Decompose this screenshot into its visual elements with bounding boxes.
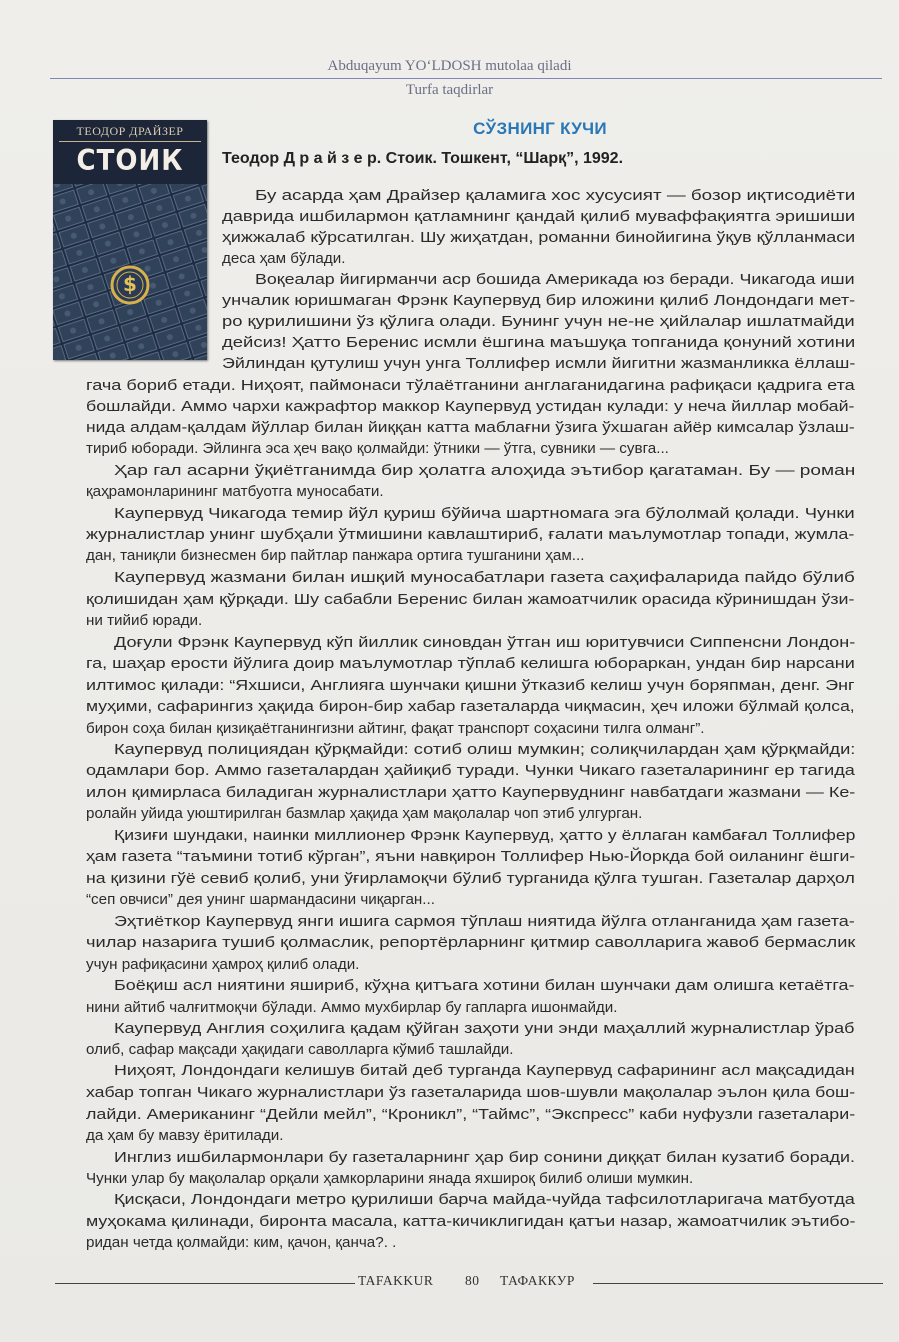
text-line: Қизиғи шундаки, наинки миллионер Фрэнк Каупервуд, ҳатто у ёллаган камбағал Толлифер — [114, 827, 856, 844]
text-line: Каупервуд Англия соҳилига қадам қўйган заҳоти уни энди маҳаллий журналистлар ўраб — [114, 1020, 855, 1037]
footer-journal-cyrillic: ТАФАККУР — [500, 1273, 575, 1288]
text-line: қаҳрамонларининг матбуотга муносабати. — [86, 483, 384, 500]
text-line: дан, таниқли бизнесмен бир пайтлар панжара ортига тушганини ҳам... — [86, 547, 585, 564]
text-line: бошлайди. Аммо чархи кажрафтор маккор Каупервуд устидан кулади: у неча йиллар мобай- — [86, 398, 855, 415]
page-number: 80 — [465, 1273, 480, 1288]
text-line: Каупервуд Чикагода темир йўл қуриш бўйича шартномага эга бўлолмай қолади. Чунки — [114, 505, 855, 522]
cover-dollar-icon: $ — [123, 272, 137, 296]
bibliographic-reference: Теодор Д р а й з е р. Стоик. Тошкент, “Шарқ”, 1992. — [222, 150, 624, 167]
cover-author: ТЕОДОР ДРАЙЗЕР — [76, 124, 184, 138]
text-line: Боёқиш асл ниятини яшириб, кўҳна қитъага хотини билан шунчаки дам олишга кетаётга- — [114, 977, 855, 994]
text-line: ридан четда қолмайди: ким, қачон, қанча?. . — [86, 1234, 397, 1251]
text-line: даврида ишбилармон қатламнинг қандай қилиб муваффақиятга эришиши — [222, 208, 856, 225]
text-line: деса ҳам бўлади. — [222, 250, 346, 267]
text-line: илон қимирласа биладиган журналистлари ҳатто Каупервуднинг навбатдаги жазмани — Ке- — [86, 784, 856, 801]
text-line: илтимос қилади: “Яхшиси, Англияга шунчаки қишни ўтказиб келиш учун боряпман, денг. Энг — [86, 677, 855, 694]
running-header-section: Turfa taqdirlar — [405, 82, 494, 98]
text-line: Ҳар гал асарни ўқиётганимда бир ҳолатга алоҳида эътибор қarатаман. Бу — роман — [114, 462, 856, 479]
text-line: Доғули Фрэнк Каупервуд кўп йиллик синовдан ўтган иш юритувчиси Сиппенсни Лондон- — [114, 634, 856, 651]
text-line: чилар назарига тушиб қолмаслик, репортёрларнинг қитмир саволларига жавоб бермаслик — [86, 934, 856, 951]
text-line: Эйлиндан қутулиш учун унга Толлифер исмли йигитни жазманликка ёллаш- — [222, 355, 856, 372]
text-line: унчалик юришмаган Фрэнк Каупервуд бир иложини қилиб Лондондаги мет- — [222, 292, 856, 309]
article-title: СЎЗНИНГ КУЧИ — [473, 119, 607, 138]
text-line: Воқеалар йигирманчи аср бошида Америкада юз беради. Чикагода иши — [255, 271, 855, 288]
text-line: тириб юборади. Эйлинга эса ҳеч вақо қолмайди: ўтники — ўтга, сувники — сувга... — [86, 440, 669, 457]
text-line: Қисқаси, Лондондаги метро қурилиши барча майда-чуйда тафсилотларигача матбуотда — [114, 1191, 855, 1208]
text-line: қолишидан ҳам қўрқади. Шу сабабли Беренис билан жамоатчилик орасида кўринишдан ўзи- — [86, 591, 855, 608]
footer-rule-left — [55, 1283, 355, 1284]
text-line: гача бориб етади. Ниҳоят, паймонаси тўлаётганини англаганидагина рафиқаси қадрига ета — [86, 377, 855, 394]
text-line: дейсиз! Ҳатто Беренис исмли ёшгина маъшуқа топганида қонуний хотини — [222, 334, 856, 351]
text-line: да ҳам бу мавзу ёритилади. — [86, 1127, 284, 1144]
text-line: на қизини гўё севиб қолиб, уни ўғирламоқчи бўлиб турганида қўлга тушган. Газеталар дарҳол — [86, 870, 855, 887]
text-line: ҳижжалаб кўрсатилган. Шу жиҳатдан, романни бинойигина ўқув қўлланмаси — [222, 229, 856, 246]
text-line: ро қурилишини ўз қўлига олади. Бунинг учун не-не ҳийлалар ишлатмайди — [222, 313, 855, 330]
text-line: Каупервуд жазмани билан ишқий муносабатлари газета саҳифаларида пайдо бўлиб — [114, 569, 855, 586]
running-header-author: Abduqayum YO‘LDOSH mutolaa qiladi — [327, 58, 572, 74]
text-line: Каупервуд полициядан қўрқмайди: сотиб олиш мумкин; солиқчилардан ҳам қўрқмайди: — [114, 741, 856, 758]
text-line: ни тийиб юради. — [86, 612, 203, 629]
footer-journal-latin: TAFAKKUR — [358, 1273, 434, 1288]
text-line: муҳокама қилинади, биронта масала, катта-кичиклигидан қатъи назар, жамоатчилик эътибо- — [86, 1213, 856, 1230]
text-line: Чунки улар бу мақолалар орқали ҳамкорларини янада яхшироқ билиб олиши мумкин. — [86, 1170, 694, 1187]
text-line: учун рафиқасини ҳамроҳ қилиб олади. — [86, 956, 360, 973]
text-line: Инглиз ишбилармонлари бу газеталарнинг ҳар бир сонини диққат билан кузатиб боради. — [114, 1149, 855, 1166]
text-line: хабар топган Чикаго журналистлари ўз газеталарида шов-шувли мақолалар эълон қила бош- — [86, 1084, 856, 1101]
text-line: журналистлар унинг шубҳали ўтмишини кавлаштириб, ғалати маълумотлар топади, жумла- — [86, 526, 855, 543]
text-line: нида алдам-қалдам йўллар билан йиққан катта маблағни ўзига ўхшаган айёр кимсалар ўзлаш- — [86, 419, 855, 436]
text-line: лайди. Американинг “Дейли мейл”, “Кроникл”, “Таймс”, “Экспресс” каби нуфузли газеталари- — [86, 1106, 856, 1123]
text-line: муҳими, сафарингиз ҳақида бирон-бир хабар газеталарда чиқмасин, ҳеч иложи бўлмай қолса, — [86, 698, 855, 715]
text-line: ролайн уйида уюштирилган базмлар ҳақида ҳам мақолалар чоп этиб улгурган. — [86, 805, 643, 822]
text-line: Бу асарда ҳам Драйзер қаламига хос хусусият — бозор иқтисодиёти — [255, 187, 856, 204]
footer-rule-right — [593, 1283, 883, 1284]
text-line: олиб, сафар мақсади ҳақидаги саволларга кўмиб ташлайди. — [86, 1041, 514, 1058]
text-line: “сеп овчиси” дея унинг шармандасини чиқарган... — [86, 891, 435, 908]
text-line: Эҳтиёткор Каупервуд янги ишига сармоя тўплаш ниятида йўлга отланганида ҳам газета- — [114, 913, 855, 930]
text-line: нини айтиб чалғитмоқчи бўлади. Аммо мухбирлар бу гапларга ишонмайди. — [86, 999, 618, 1016]
cover-title: СТОИК — [76, 144, 184, 178]
text-line: Ниҳоят, Лондондаги келишув битай деб турганда Каупервуд сафарининг асл мақсадидан — [114, 1062, 855, 1079]
text-line: ҳам газета “таъмини тотиб кўрган”, яъни навқирон Толлифер Нью-Йоркда бой оиланинг ёшги- — [86, 848, 856, 865]
text-line: одамлари бор. Аммо газеталардан ҳайиқиб туради. Чунки Чикаго газеталарининг ер тагида — [86, 762, 855, 779]
text-line: га, шаҳар ерости йўлига доир маълумотлар тўплаб келишга юбораркан, ундан бир нарсани — [86, 655, 855, 672]
text-line: бирон соҳа билан қизиқаётганингизни айтинг, фақат транспорт соҳасини тилга олманг”. — [86, 720, 705, 737]
